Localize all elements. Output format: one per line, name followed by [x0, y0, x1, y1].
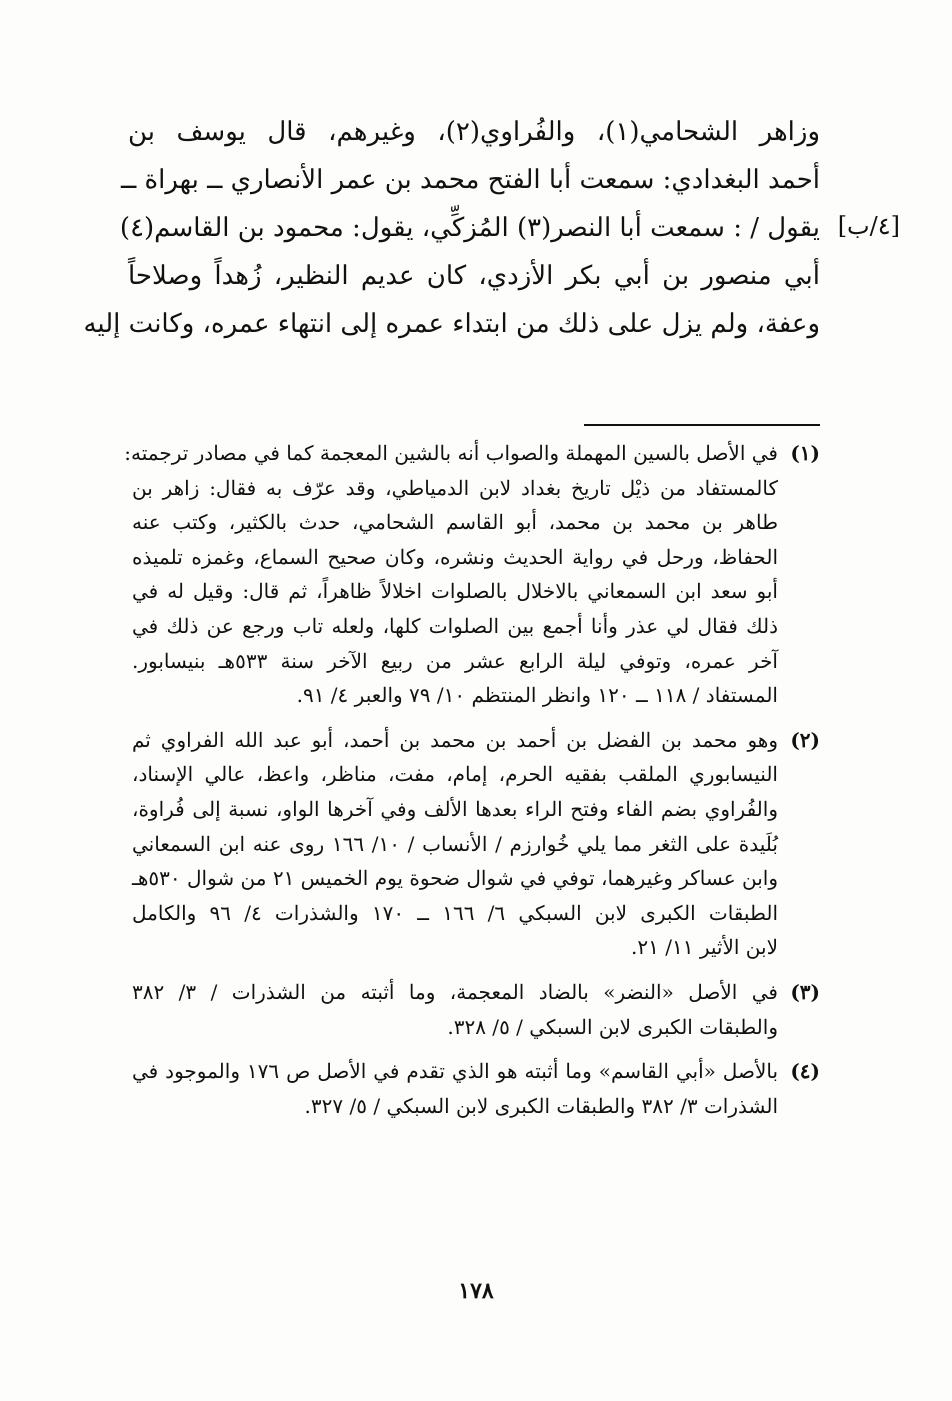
footnote-number: (١) [790, 441, 820, 465]
main-text-line: يقول / : سمعت أبا النصر(٣) المُزكِّي، يقول: محمود بن القاسم(٤) [119, 213, 820, 243]
footnote-number: (٣) [790, 979, 820, 1004]
main-text-line: أحمد البغدادي: سمعت أبا الفتح محمد بن عمر الأنصاري ــ بهراة ــ [120, 165, 820, 195]
footnote-line: طاهر بن محمد بن محمد، أبو القاسم الشحامي، حدث بالكثير، وكتب عنه [132, 510, 778, 535]
footnote-line: وابن عساكر وغيرهما، توفي في شوال ضحوة يوم الخميس ٢١ من شوال ٥٣٠هـ [132, 866, 779, 891]
footnote-line: الحفاظ، ورحل في رواية الحديث ونشره، وكان صحيح السماع، وغمزه تلميذه [132, 544, 778, 569]
footnote-line: بالأصل «أبي القاسم» وما أثبته هو الذي تقدم في الأصل ص ١٧٦ والموجود في [132, 1059, 779, 1084]
footnote-line: كالمستفاد من ذيْل تاريخ بغداد لابن الدمياطي، وقد عرّف به فقال: زاهر بن [132, 475, 778, 500]
main-text [83, 108, 820, 348]
main-text-line: وزاهر الشحامي(١)، والفُراوي(٢)، وغيرهم، قال يوسف بن [128, 117, 820, 147]
footnote-line: آخر عمره، وتوفي ليلة الرابع عشر من ربيع الآخر سنة ٥٣٣هـ بنيسابور. [132, 648, 778, 673]
footnote-line: بُلَيدة على الثغر مما يلي خُوارزم / الأنساب / ١٠/ ١٦٦ روى عنه ابن السمعاني [132, 831, 778, 856]
footnote-3 [132, 975, 820, 1044]
footnote-separator [584, 424, 820, 426]
footnote-line: لابن الأثير ١١/ ٢١. [631, 935, 778, 960]
main-text-line: وعفة، ولم يزل على ذلك من ابتداء عمره إلى انتهاء عمره، وكانت إليه [83, 309, 820, 339]
footnote-4 [132, 1054, 820, 1123]
footnotes [124, 436, 820, 1133]
footnote-line: والطبقات الكبرى لابن السبكي / ٥/ ٣٢٨. [447, 1014, 778, 1039]
footnote-line: الطبقات الكبرى لابن السبكي ٦/ ١٦٦ ــ ١٧٠ والشذرات ٤/ ٩٦ والكامل [132, 900, 779, 925]
footnote-line: والفُراوي بضم الفاء وفتح الراء بعدها الألف وفي آخرها الواو، نسبة إلى فُراوة، [132, 796, 778, 821]
footnote-line: ذلك فقال لي عذر وأنا أجمع بين الصلوات كلها، ولعله تاب ورجع عن ذلك في [132, 613, 778, 638]
footnote-2 [132, 723, 820, 965]
footnote-line: في الأصل «النضر» بالضاد المعجمة، وما أثبته من الشذرات / ٣/ ٣٨٢ [132, 979, 778, 1004]
footnote-line: في الأصل بالسين المهملة والصواب أنه بالشين المعجمة كما في مصادر ترجمته: [124, 441, 778, 465]
footnote-number: (٢) [790, 727, 820, 752]
margin-folio-reference: [٤/ب] [837, 212, 900, 240]
page-number: ١٧٨ [458, 1278, 494, 1304]
footnote-line: أبو سعد ابن السمعاني بالاخلال بالصلوات اخلالاً ظاهراً، ثم قال: وقيل له في [132, 579, 778, 604]
footnote-line: الشذرات ٣/ ٣٨٢ والطبقات الكبرى لابن السبكي / ٥/ ٣٢٧. [304, 1093, 778, 1118]
footnote-1 [124, 436, 820, 713]
footnote-line: المستفاد / ١١٨ ــ ١٢٠ وانظر المنتظم ١٠/ ٧٩ والعبر ٤/ ٩١. [296, 683, 778, 708]
main-text-line: أبي منصور بن أبي بكر الأزدي، كان عديم النظير، زُهداً وصلاحاً [128, 261, 820, 291]
footnote-line: النيسابوري الملقب بفقيه الحرم، إمام، مفت، مناظر، واعظ، عالي الإسناد، [132, 762, 778, 787]
footnote-number: (٤) [790, 1059, 820, 1084]
footnote-line: وهو محمد بن الفضل بن أحمد بن محمد بن أحمد، أبو عبد الله الفراوي ثم [132, 727, 778, 752]
